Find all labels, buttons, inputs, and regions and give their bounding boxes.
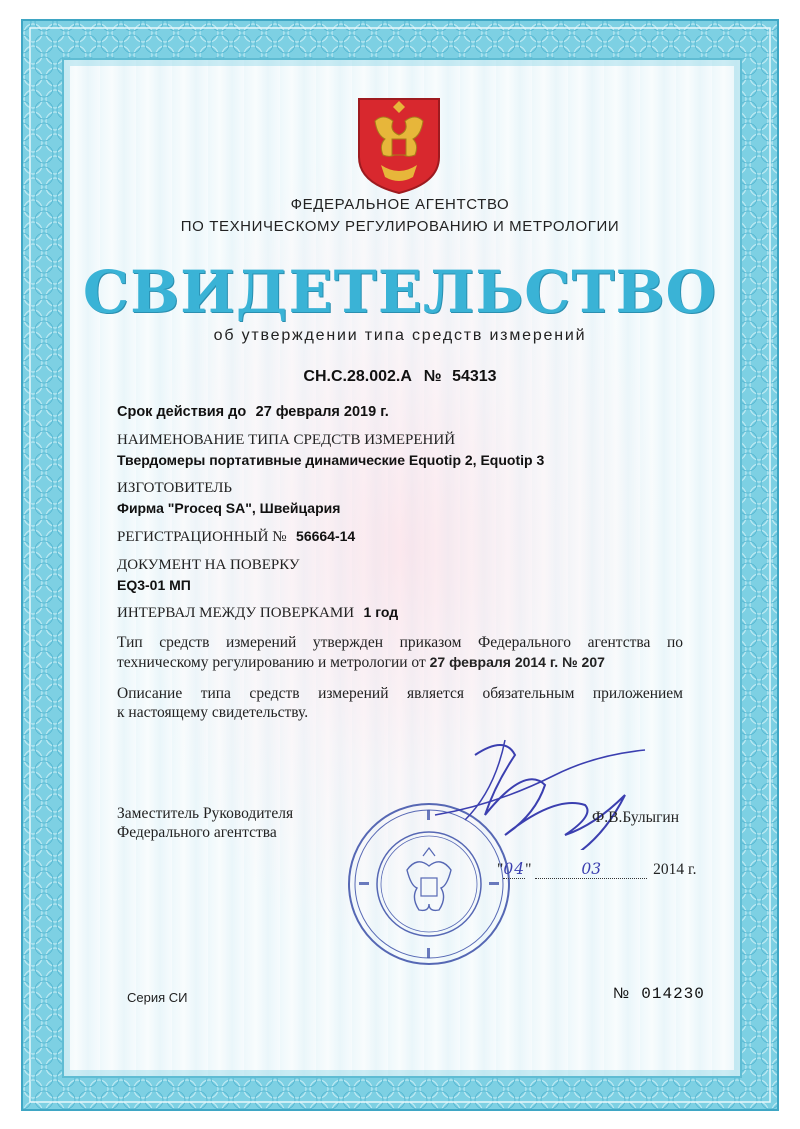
signature-date <box>497 860 697 879</box>
form-number <box>613 985 705 1003</box>
agency-name-line2: ПО ТЕХНИЧЕСКОМУ РЕГУЛИРОВАНИЮ И МЕТРОЛОГИИ <box>180 218 620 235</box>
approval-line2-text: техническому регулированию и метрологии от <box>117 654 430 671</box>
date-close-quote: " <box>525 861 536 878</box>
signer-position-line2: Федерального агентства <box>117 824 277 841</box>
manufacturer-value: Фирма "Proceq SA", Швейцария <box>117 500 341 516</box>
number-sign: № <box>423 368 442 385</box>
certificate-code: CH.C.28.002.A <box>303 368 412 385</box>
verification-doc-value: EQ3-01 МП <box>117 577 191 593</box>
description-line1: Описание типа средств измерений является обязательным приложением <box>117 685 683 702</box>
date-day: 04 <box>503 860 526 878</box>
form-number-sign: № <box>613 985 630 1002</box>
validity-value: 27 февраля 2019 г. <box>255 404 389 420</box>
registration-row <box>117 528 355 546</box>
type-label: НАИМЕНОВАНИЕ ТИПА СРЕДСТВ ИЗМЕРЕНИЙ <box>117 432 456 448</box>
description-line2: к настоящему свидетельству. <box>117 704 309 721</box>
registration-label: РЕГИСТРАЦИОННЫЙ № <box>117 529 287 545</box>
validity-row <box>117 403 389 421</box>
signer-position-line1: Заместитель Руководителя <box>117 805 294 822</box>
approval-order: 27 февраля 2014 г. № 207 <box>429 654 605 670</box>
series-label: Серия СИ <box>127 990 188 1005</box>
signer-name: Ф.В.Булыгин <box>592 809 680 826</box>
certificate-subtitle: об утверждении типа средств измерений <box>213 327 587 344</box>
approval-line2 <box>117 654 605 672</box>
certificate-number-value: 54313 <box>452 368 497 385</box>
approval-line1: Тип средств измерений утвержден приказом Федерального агентства по <box>117 634 683 651</box>
certificate-number <box>0 368 800 386</box>
validity-label: Срок действия до <box>117 404 247 420</box>
date-month: 03 <box>535 860 647 879</box>
registration-value: 56664-14 <box>296 528 356 544</box>
form-number-value: 014230 <box>641 985 705 1003</box>
date-open-quote: " <box>497 861 504 878</box>
page-title: СВИДЕТЕЛЬСТВО <box>82 258 718 326</box>
manufacturer-label: ИЗГОТОВИТЕЛЬ <box>117 480 233 496</box>
agency-name-line1: ФЕДЕРАЛЬНОЕ АГЕНТСТВО <box>290 196 510 213</box>
type-value: Твердомеры портативные динамические Equotip 2, Equotip 3 <box>117 452 545 468</box>
interval-row <box>117 604 398 622</box>
interval-value: 1 год <box>363 604 399 620</box>
date-year: 2014 г. <box>653 861 697 878</box>
russian-coat-of-arms-icon <box>355 95 443 195</box>
interval-label: ИНТЕРВАЛ МЕЖДУ ПОВЕРКАМИ <box>117 605 355 621</box>
verification-doc-label: ДОКУМЕНТ НА ПОВЕРКУ <box>117 557 300 573</box>
signature-mark <box>415 735 665 850</box>
